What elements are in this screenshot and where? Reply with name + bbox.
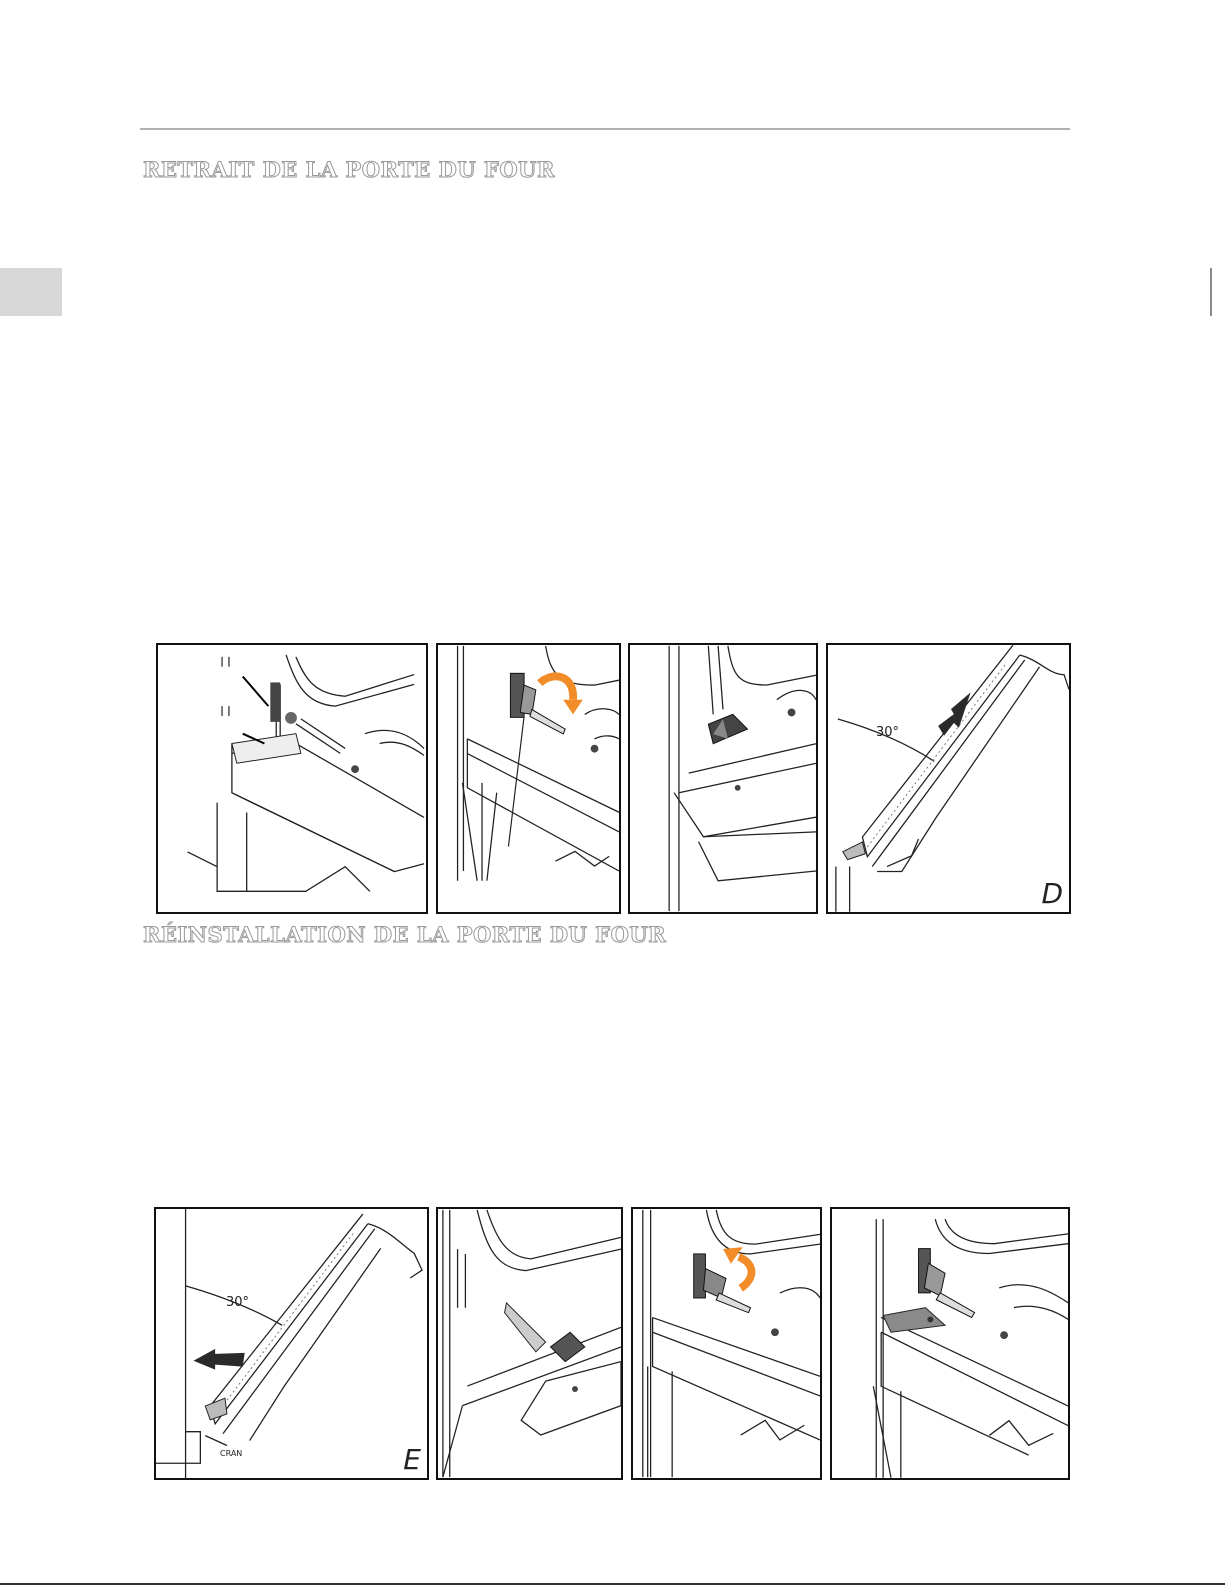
figure-reinstall-step-1 bbox=[154, 1207, 429, 1480]
figure-removal-step-4 bbox=[826, 643, 1071, 914]
right-edge-mark bbox=[1210, 268, 1212, 316]
figure-letter-d: D bbox=[1041, 877, 1063, 910]
figure-reinstall-step-4 bbox=[830, 1207, 1070, 1480]
angle-label: 30° bbox=[876, 725, 900, 740]
hinge-closed-illustration bbox=[158, 645, 426, 912]
hinge-engage-illustration bbox=[438, 1209, 621, 1478]
figure-reinstall-step-2 bbox=[436, 1207, 623, 1480]
door-tilt-30-illustration bbox=[828, 645, 1069, 912]
hinge-lever-close-illustration bbox=[633, 1209, 820, 1478]
top-rule bbox=[140, 128, 1070, 130]
notch-label: CRAN bbox=[220, 1449, 243, 1458]
figure-removal-step-1 bbox=[156, 643, 428, 914]
door-insert-30-illustration bbox=[156, 1209, 427, 1478]
figure-removal-step-2 bbox=[436, 643, 621, 914]
hinge-lever-rotate-illustration bbox=[438, 645, 619, 912]
side-tab bbox=[0, 268, 62, 316]
figure-reinstall-step-3 bbox=[631, 1207, 822, 1480]
section-heading-reinstall: RÉINSTALLATION DE LA PORTE DU FOUR bbox=[143, 922, 667, 947]
figure-letter-e: E bbox=[403, 1443, 421, 1476]
section-heading-removal: RETRAIT DE LA PORTE DU FOUR bbox=[143, 157, 555, 182]
angle-label: 30° bbox=[226, 1295, 250, 1310]
figure-removal-step-3 bbox=[628, 643, 818, 914]
door-lifted-illustration bbox=[630, 645, 816, 912]
door-closed-illustration bbox=[832, 1209, 1068, 1478]
